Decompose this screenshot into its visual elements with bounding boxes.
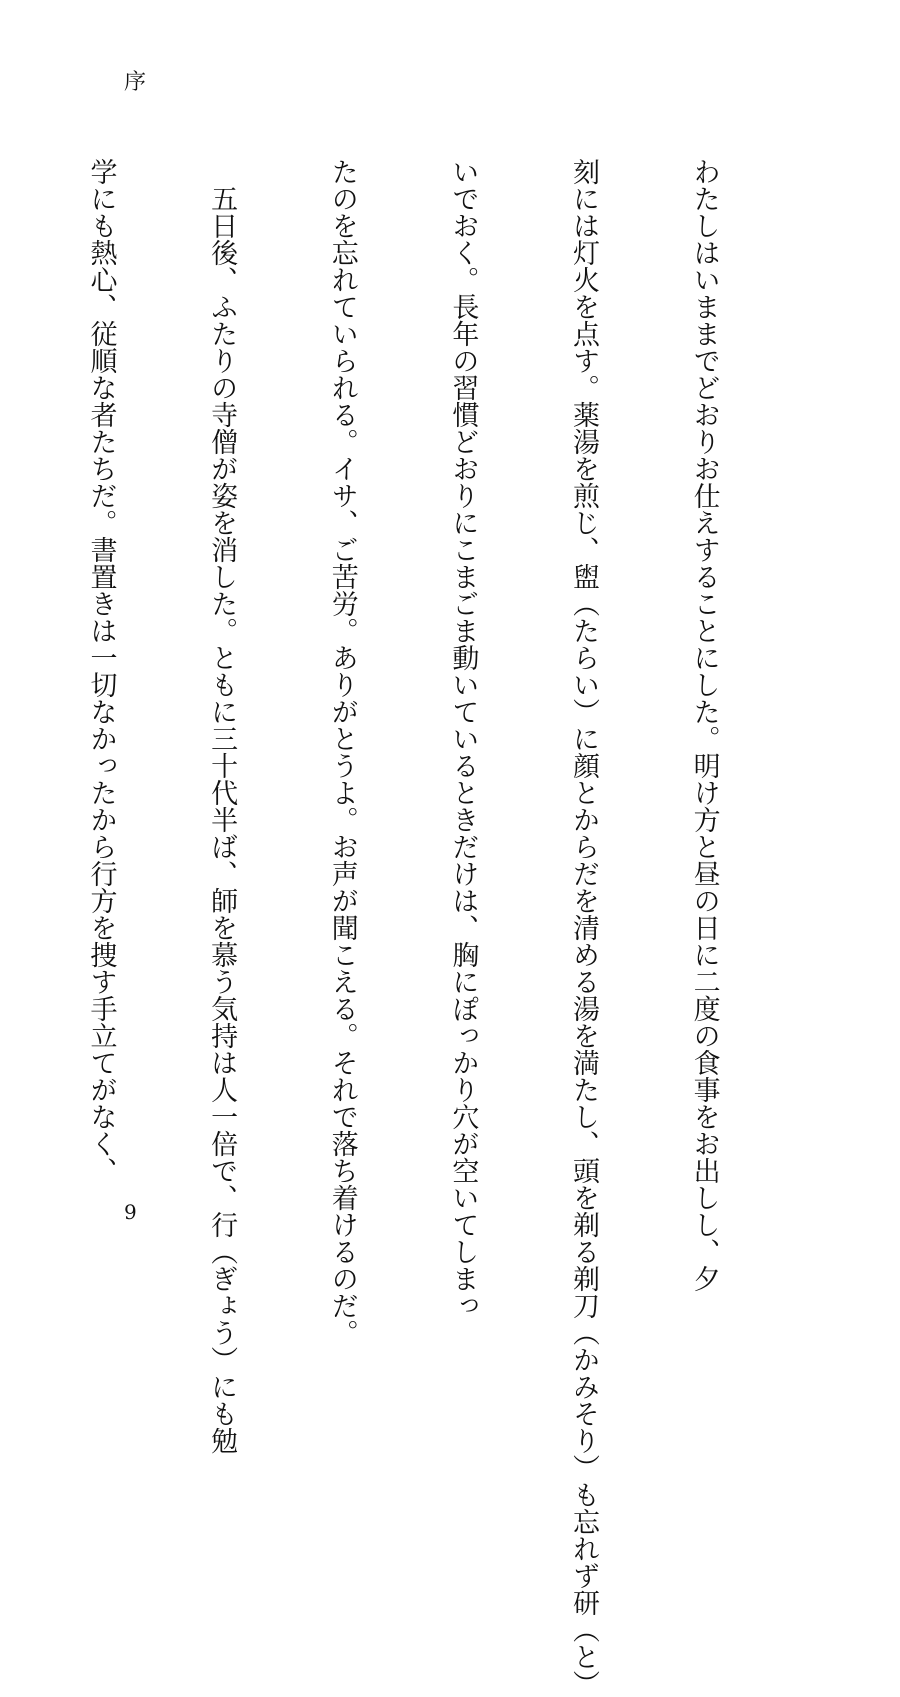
- body-text: [85, 158, 804, 1697]
- running-header: 序: [124, 70, 147, 95]
- text-line: たのを忘れていられる。イサ、ご苦労。ありがとうよ。お声が聞こえる。それで落ち着けるのだ。: [326, 158, 358, 1346]
- text-line: 五日後、ふたりの寺僧が姿を消した。ともに三十代半ば、師を慕う気持は人一倍で、行（ぎょう）にも勉: [206, 185, 238, 1454]
- text-line: 学にも熱心、従順な者たちだ。書置きは一切なかったから行方を捜す手立てがなく、: [85, 158, 117, 1184]
- text-line: いでおく。長年の習慣どおりにこまごま動いているときだけは、胸にぽっかり穴が空いてしまっ: [447, 158, 479, 1319]
- text-line: わたしはいままでどおりお仕えすることにした。明け方と昼の日に二度の食事をお出しし、夕: [688, 158, 720, 1292]
- page-number: 9: [124, 1200, 137, 1224]
- text-line: 刻には灯火を点す。薬湯を煎じ、盥（たらい）に顔とからだを清める湯を満たし、頭を剃る剃刀（かみそり）も忘れず研（と）: [567, 158, 599, 1697]
